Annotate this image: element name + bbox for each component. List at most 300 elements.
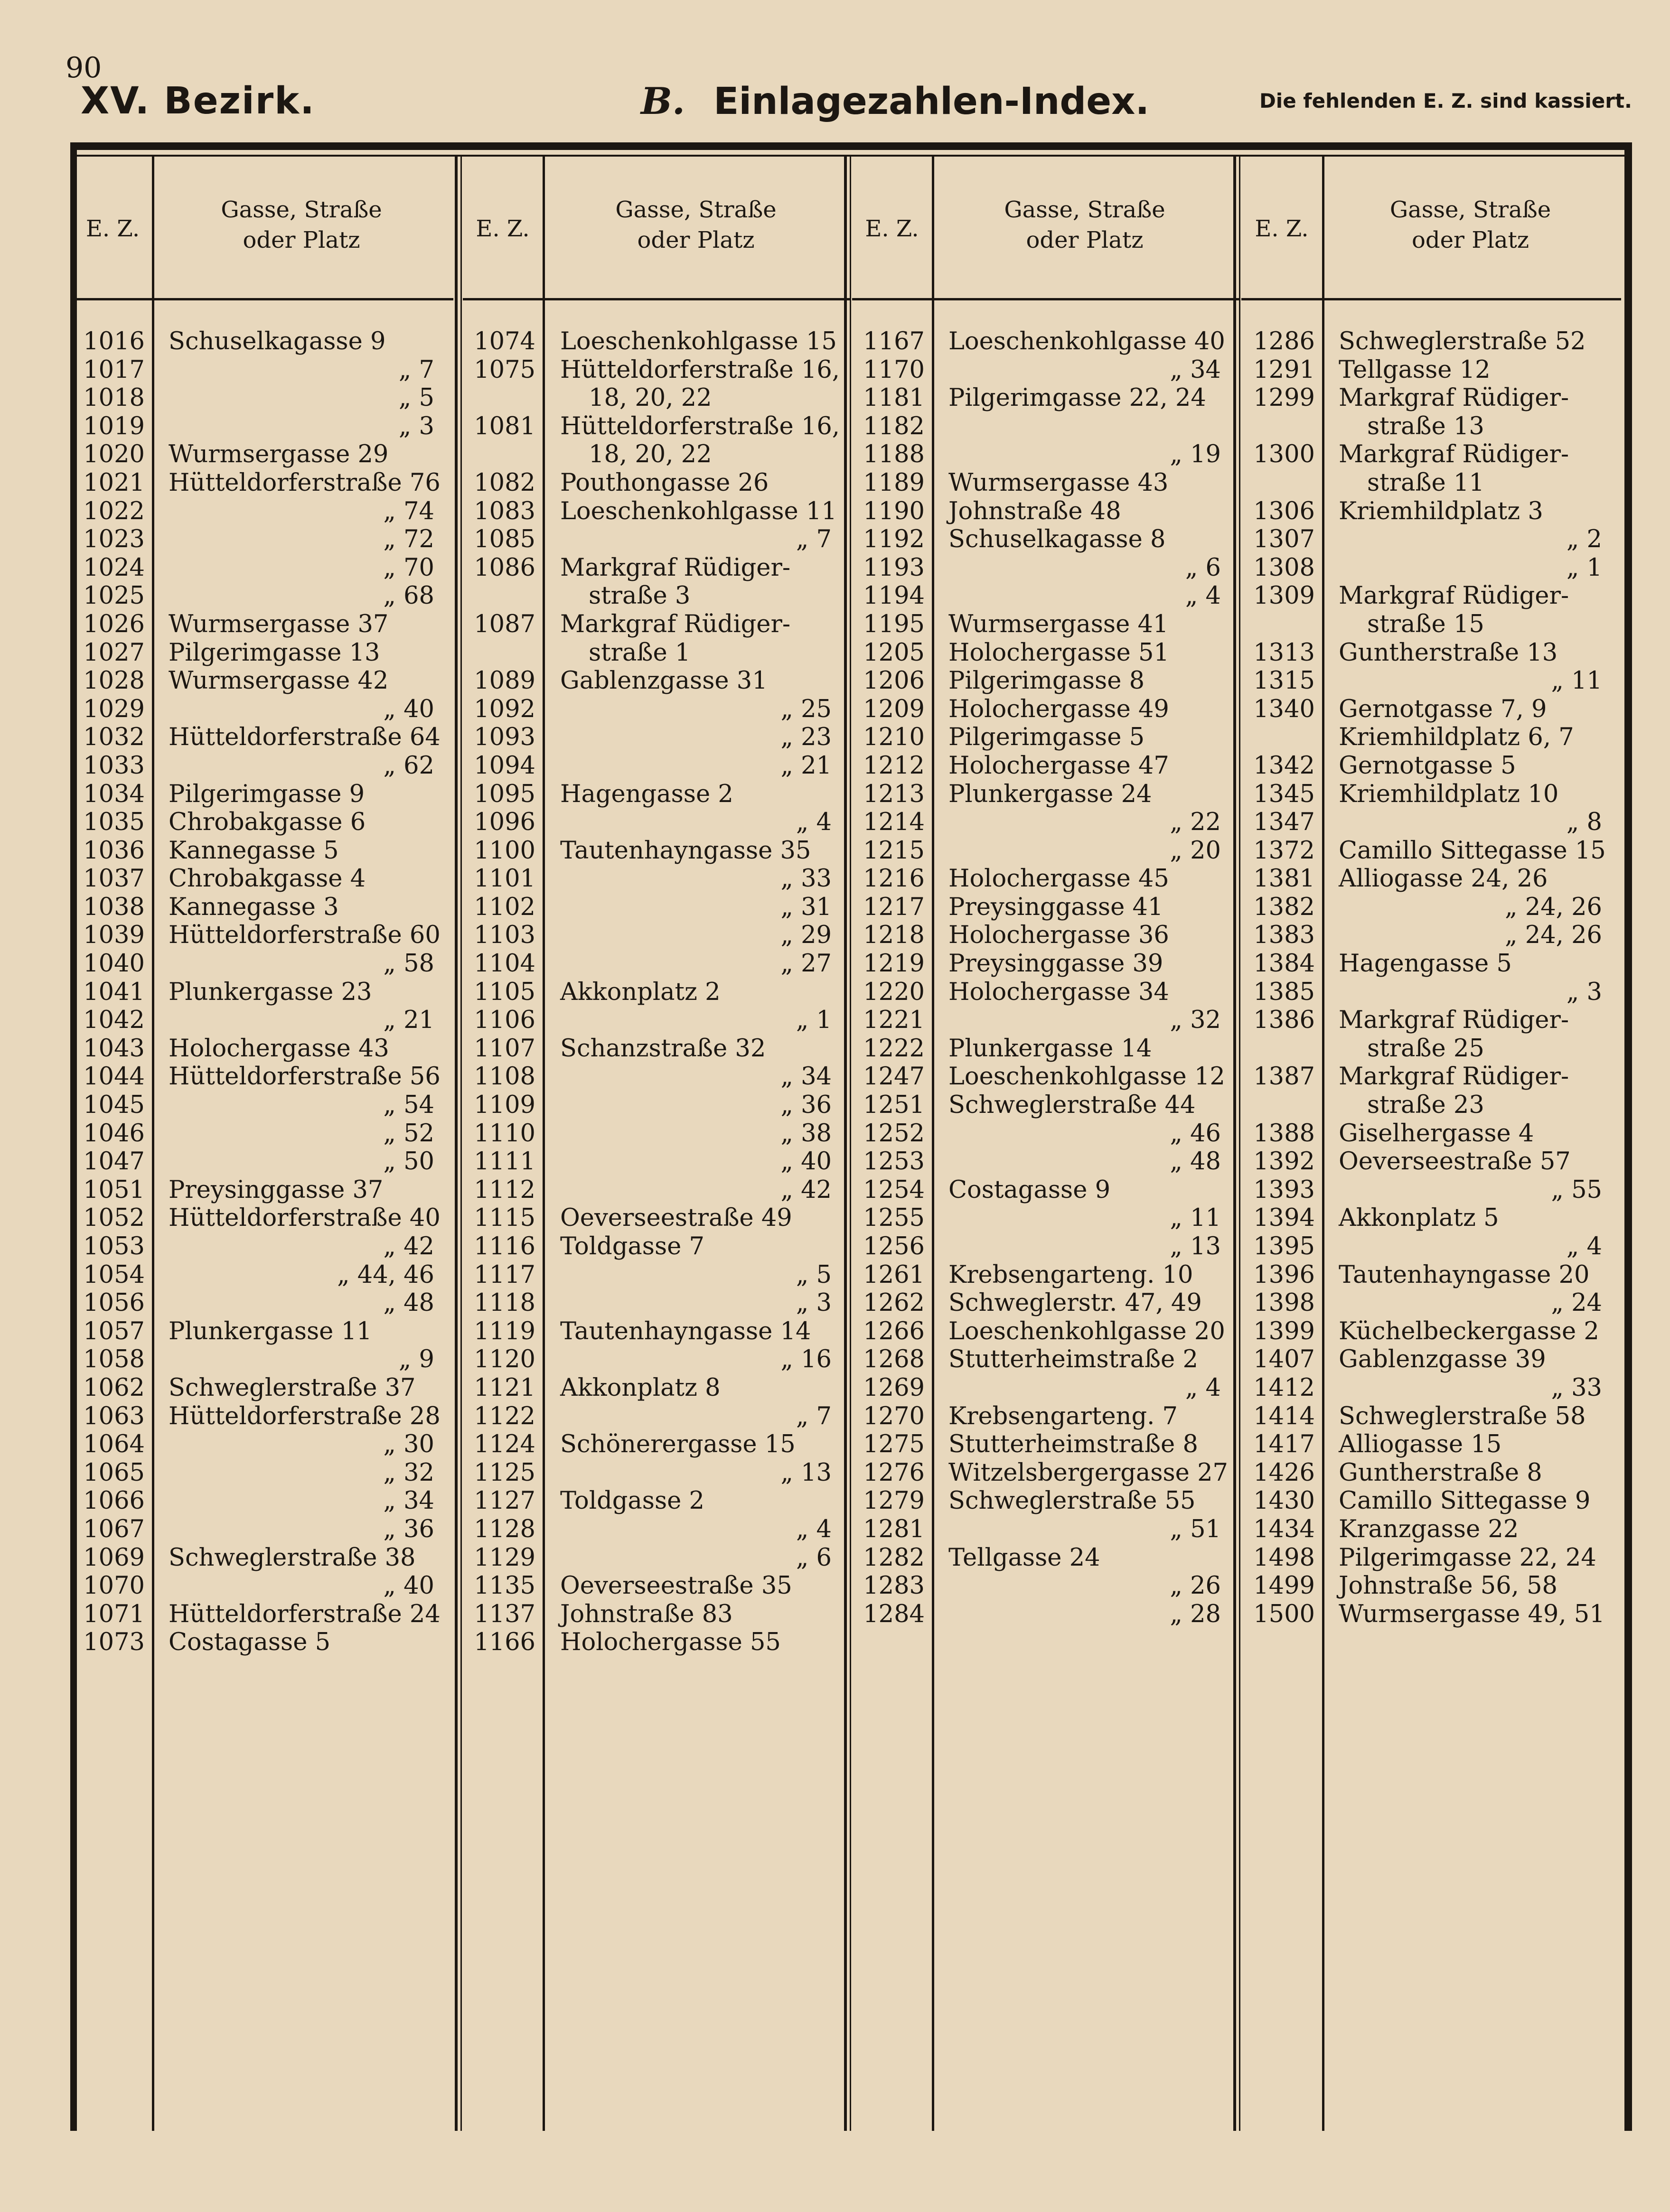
ez-number: 1382 — [1253, 893, 1315, 921]
street-entry — [1339, 1289, 1602, 1317]
ez-number: 1269 — [863, 1373, 925, 1402]
street-name: Holochergasse 34 — [948, 978, 1169, 1006]
street-name: straße 11 — [1367, 468, 1484, 497]
street-name: Pilgerimgasse 5 — [948, 723, 1145, 752]
street-name: Markgraf Rüdiger- — [1339, 384, 1569, 412]
street-entry — [169, 865, 434, 893]
street-entry — [560, 780, 832, 809]
street-name: Gablenzgasse 39 — [1339, 1345, 1546, 1374]
ez-number: 1026 — [83, 610, 145, 638]
street-entry — [948, 1600, 1221, 1629]
street-name: „ 55 — [1551, 1176, 1602, 1204]
street-entry — [948, 921, 1221, 950]
street-name: Kriemhildplatz 3 — [1339, 497, 1543, 525]
street-entry — [948, 610, 1221, 639]
ez-number: 1210 — [863, 723, 925, 752]
street-entry — [560, 1515, 832, 1544]
header-street-line-2: oder Platz — [1411, 227, 1529, 253]
street-entry — [560, 412, 840, 441]
street-entry — [948, 384, 1221, 412]
street-name: „ 7 — [796, 525, 832, 554]
street-entry — [560, 1289, 832, 1317]
street-name: straße 1 — [589, 638, 691, 667]
street-entry — [560, 1459, 832, 1487]
street-name: „ 4 — [1185, 582, 1221, 610]
street-name: Giselhergasse 4 — [1339, 1119, 1534, 1148]
street-name: „ 32 — [383, 1458, 434, 1487]
street-name: „ 19 — [1170, 440, 1221, 469]
ez-number: 1128 — [474, 1515, 535, 1543]
street-name: Preysinggasse 39 — [948, 950, 1163, 978]
street-name: Markgraf Rüdiger- — [1339, 440, 1569, 469]
street-entry — [560, 1317, 832, 1346]
ez-number: 1063 — [83, 1402, 145, 1430]
street-entry — [560, 978, 832, 1007]
ez-number: 1122 — [474, 1402, 535, 1430]
street-entry — [1339, 497, 1602, 526]
street-name: „ 9 — [398, 1345, 434, 1374]
header-rule — [1241, 298, 1621, 300]
ez-number: 1283 — [863, 1572, 925, 1600]
street-name: „ 52 — [383, 1119, 434, 1148]
ez-number: 1046 — [83, 1119, 145, 1148]
ez-number: 1121 — [474, 1373, 535, 1402]
street-name: „ 48 — [1170, 1148, 1221, 1176]
street-entry — [169, 1544, 434, 1572]
street-name: Stutterheimstraße 8 — [948, 1430, 1198, 1459]
street-entry — [560, 752, 832, 780]
page-number: 90 — [66, 51, 102, 84]
ez-number: 1381 — [1253, 865, 1315, 893]
ez-number: 1115 — [474, 1204, 535, 1232]
street-name: Schweglerstraße 58 — [1339, 1402, 1586, 1430]
street-entry — [948, 1232, 1221, 1261]
street-entry — [1339, 1232, 1602, 1261]
column-rule — [152, 157, 154, 2131]
street-entry — [948, 525, 1221, 554]
street-name: „ 38 — [780, 1119, 832, 1148]
street-entry — [948, 497, 1221, 526]
street-name: Guntherstraße 8 — [1339, 1458, 1542, 1487]
street-entry — [169, 1204, 441, 1232]
street-entry — [560, 1430, 832, 1459]
street-entry — [169, 1515, 434, 1544]
street-entry — [560, 1600, 832, 1629]
ez-number: 1281 — [863, 1515, 925, 1543]
street-entry — [169, 1035, 434, 1063]
ez-number: 1024 — [83, 553, 145, 582]
district-title: XV. Bezirk. — [81, 80, 315, 122]
street-name: Chrobakgasse 4 — [169, 865, 366, 893]
street-entry — [948, 695, 1221, 724]
ez-number: 1069 — [83, 1543, 145, 1572]
ez-number: 1107 — [474, 1034, 535, 1063]
street-entry — [169, 639, 434, 667]
street-entry — [169, 440, 434, 469]
street-entry — [560, 1063, 832, 1091]
ez-number: 1347 — [1253, 808, 1315, 837]
street-entry — [1339, 1430, 1602, 1459]
street-name: Oeverseestraße 57 — [1339, 1148, 1571, 1176]
street-name: „ 16 — [780, 1345, 832, 1374]
street-name: „ 11 — [1551, 667, 1602, 695]
street-entry — [169, 1345, 434, 1374]
street-name: Kannegasse 3 — [169, 893, 339, 921]
street-entry — [560, 525, 832, 554]
street-name: „ 42 — [383, 1232, 434, 1260]
ez-number: 1064 — [83, 1430, 145, 1459]
ez-number: 1279 — [863, 1487, 925, 1515]
street-entry — [560, 1572, 832, 1600]
street-entry — [948, 723, 1221, 752]
ez-number: 1307 — [1253, 525, 1315, 554]
ez-number: 1020 — [83, 440, 145, 469]
street-entry — [560, 1148, 832, 1176]
street-name: Holochergasse 55 — [560, 1628, 781, 1657]
street-entry — [169, 837, 434, 865]
ez-number: 1430 — [1253, 1487, 1315, 1515]
ez-number: 1255 — [863, 1204, 925, 1232]
street-name: straße 3 — [589, 582, 691, 610]
street-name: Tautenhayngasse 20 — [1339, 1260, 1590, 1289]
street-name: „ 1 — [1566, 553, 1602, 582]
ez-number: 1119 — [474, 1317, 535, 1345]
street-name: Pilgerimgasse 22, 24 — [1339, 1543, 1596, 1572]
ez-number: 1106 — [474, 1006, 535, 1035]
street-name: Markgraf Rüdiger- — [1339, 1063, 1569, 1091]
street-entry — [1339, 893, 1602, 922]
ez-number: 1058 — [83, 1345, 145, 1374]
street-entry — [1339, 780, 1602, 809]
ez-number: 1219 — [863, 950, 925, 978]
street-entry — [948, 1544, 1221, 1572]
street-entry — [948, 1204, 1221, 1232]
street-name: „ 3 — [1566, 978, 1602, 1006]
street-name: Markgraf Rüdiger- — [1339, 582, 1569, 610]
ez-number: 1071 — [83, 1600, 145, 1628]
street-entry — [948, 752, 1221, 780]
street-name: Plunkergasse 23 — [169, 978, 372, 1006]
street-name: Johnstraße 56, 58 — [1339, 1572, 1557, 1600]
street-name: „ 34 — [1170, 355, 1221, 384]
street-name: Holochergasse 51 — [948, 638, 1169, 667]
section-letter: B. — [641, 80, 685, 123]
ez-number: 1217 — [863, 893, 925, 921]
street-entry — [948, 1035, 1221, 1063]
street-name: Schweglerstr. 47, 49 — [948, 1289, 1202, 1317]
street-name: Tellgasse 24 — [948, 1543, 1100, 1572]
ez-number: 1087 — [474, 610, 535, 638]
street-entry — [948, 865, 1221, 893]
ez-number: 1101 — [474, 865, 535, 893]
street-name: „ 6 — [796, 1543, 832, 1572]
street-entry — [1339, 384, 1602, 412]
street-name: „ 22 — [1170, 808, 1221, 837]
street-name: Markgraf Rüdiger- — [560, 553, 791, 582]
section-name: Einlagezahlen-Index. — [713, 80, 1150, 123]
ez-number — [1244, 412, 1315, 441]
street-name: Pilgerimgasse 13 — [169, 638, 380, 667]
street-entry — [948, 1176, 1221, 1204]
ez-number: 1212 — [863, 751, 925, 780]
street-name: „ 34 — [780, 1063, 832, 1091]
ez-number: 1398 — [1253, 1289, 1315, 1317]
street-name: Wurmsergasse 37 — [169, 610, 389, 638]
ez-number: 1085 — [474, 525, 535, 554]
ez-number: 1117 — [474, 1260, 535, 1289]
ez-number: 1021 — [83, 468, 145, 497]
street-entry — [169, 1261, 434, 1289]
street-entry — [1339, 865, 1602, 893]
street-name: „ 70 — [383, 553, 434, 582]
street-name: Holochergasse 36 — [948, 921, 1169, 950]
street-name: Holochergasse 47 — [948, 751, 1169, 780]
ez-number: 1066 — [83, 1487, 145, 1515]
street-name: 18, 20, 22 — [589, 384, 712, 412]
ez-number: 1034 — [83, 780, 145, 808]
street-entry — [1339, 1063, 1602, 1091]
street-entry — [169, 1459, 434, 1487]
street-name: „ 21 — [383, 1006, 434, 1035]
ez-number: 1188 — [863, 440, 925, 469]
street-name: „ 36 — [780, 1091, 832, 1120]
street-name: „ 51 — [1170, 1515, 1221, 1543]
street-name: Guntherstraße 13 — [1339, 638, 1558, 667]
ez-number: 1053 — [83, 1232, 145, 1260]
street-name: Holochergasse 49 — [948, 695, 1169, 723]
street-name: Schweglerstraße 52 — [1339, 327, 1586, 355]
street-entry — [169, 582, 434, 610]
street-entry — [948, 1091, 1221, 1120]
ez-number: 1029 — [83, 695, 145, 723]
street-name: Hütteldorferstraße 60 — [169, 921, 441, 950]
street-entry — [560, 384, 832, 412]
street-name: Kannegasse 5 — [169, 836, 339, 865]
street-name: Schanzstraße 32 — [560, 1034, 766, 1063]
ez-number: 1110 — [474, 1119, 535, 1148]
ez-column — [1244, 327, 1315, 1628]
ez-number: 1120 — [474, 1345, 535, 1374]
street-column — [560, 327, 840, 1657]
street-entry — [948, 950, 1221, 978]
street-entry — [560, 554, 832, 582]
street-entry — [169, 1572, 434, 1600]
ez-number: 1027 — [83, 638, 145, 667]
ez-number: 1384 — [1253, 950, 1315, 978]
street-name: Hütteldorferstraße 28 — [169, 1402, 441, 1430]
header-street-line-2: oder Platz — [1026, 227, 1144, 253]
ez-number — [1244, 610, 1315, 639]
ez-number: 1135 — [474, 1572, 535, 1600]
street-name: „ 4 — [796, 808, 832, 837]
street-name: „ 40 — [383, 1572, 434, 1600]
ez-number: 1028 — [83, 667, 145, 695]
street-name: Schuselkagasse 9 — [169, 327, 386, 355]
street-name: Wurmsergasse 29 — [169, 440, 389, 469]
ez-number: 1033 — [83, 751, 145, 780]
ez-number: 1190 — [863, 497, 925, 525]
ez-number: 1315 — [1253, 667, 1315, 695]
street-name: Tautenhayngasse 14 — [560, 1317, 811, 1345]
street-name: Schweglerstraße 44 — [948, 1091, 1196, 1120]
street-entry — [1339, 695, 1602, 724]
street-entry — [169, 468, 441, 497]
ez-number: 1025 — [83, 582, 145, 610]
street-entry — [169, 554, 434, 582]
street-entry — [560, 1628, 832, 1657]
street-name: „ 13 — [1170, 1232, 1221, 1260]
header-street-line-1: Gasse, Straße — [221, 196, 382, 223]
street-entry — [948, 780, 1221, 809]
street-name: „ 31 — [780, 893, 832, 921]
ez-number: 1251 — [863, 1091, 925, 1120]
street-entry — [169, 412, 434, 441]
street-entry — [948, 893, 1221, 922]
ez-number: 1100 — [474, 836, 535, 865]
ez-number: 1393 — [1253, 1176, 1315, 1204]
street-name: „ 1 — [796, 1006, 832, 1035]
ez-number: 1051 — [83, 1176, 145, 1204]
ez-number: 1262 — [863, 1289, 925, 1317]
street-entry — [169, 1232, 434, 1261]
street-entry — [1339, 1345, 1602, 1374]
ez-number: 1039 — [83, 921, 145, 950]
ez-number: 1111 — [474, 1148, 535, 1176]
street-entry — [169, 1176, 434, 1204]
street-name: „ 5 — [796, 1260, 832, 1289]
ez-number: 1215 — [863, 836, 925, 865]
ez-number: 1261 — [863, 1260, 925, 1289]
ez-number: 1426 — [1253, 1458, 1315, 1487]
street-name: „ 5 — [398, 384, 434, 412]
street-name: Johnstraße 48 — [948, 497, 1121, 525]
ez-column — [854, 327, 925, 1628]
ez-number: 1306 — [1253, 497, 1315, 525]
ez-number: 1170 — [863, 355, 925, 384]
street-entry — [169, 723, 441, 752]
street-name: Wurmsergasse 41 — [948, 610, 1169, 638]
street-name: Krebsengarteng. 10 — [948, 1260, 1193, 1289]
ez-number: 1309 — [1253, 582, 1315, 610]
street-name: Chrobakgasse 6 — [169, 808, 366, 837]
ez-number: 1256 — [863, 1232, 925, 1260]
ez-number: 1395 — [1253, 1232, 1315, 1260]
street-entry — [1339, 667, 1602, 695]
street-entry — [169, 695, 434, 724]
ez-number: 1062 — [83, 1373, 145, 1402]
section-title — [641, 80, 1149, 123]
street-name: Hütteldorferstraße 64 — [169, 723, 441, 752]
street-name: Wurmsergasse 49, 51 — [1339, 1600, 1605, 1628]
ez-number: 1044 — [83, 1063, 145, 1091]
street-entry — [1339, 1120, 1602, 1148]
group-separator — [844, 157, 847, 2131]
ez-number — [465, 384, 535, 412]
street-entry — [948, 1289, 1221, 1317]
street-entry — [948, 808, 1221, 837]
street-entry — [1339, 1515, 1602, 1544]
ez-number: 1434 — [1253, 1515, 1315, 1543]
street-name: Hütteldorferstraße 24 — [169, 1600, 441, 1628]
ez-number: 1118 — [474, 1289, 535, 1317]
ez-column — [465, 327, 535, 1657]
street-name: „ 11 — [1170, 1204, 1221, 1232]
street-entry — [560, 837, 832, 865]
street-entry — [1339, 356, 1602, 384]
street-name: „ 26 — [1170, 1572, 1221, 1600]
street-name: Kranzgasse 22 — [1339, 1515, 1519, 1543]
street-entry — [1339, 1148, 1602, 1176]
header-ez: E. Z. — [865, 215, 919, 242]
ez-number: 1299 — [1253, 384, 1315, 412]
ez-number: 1042 — [83, 1006, 145, 1035]
street-entry — [948, 1120, 1221, 1148]
street-entry — [560, 327, 837, 356]
header-street-line-2: oder Platz — [637, 227, 755, 253]
ez-number: 1052 — [83, 1204, 145, 1232]
ez-number: 1065 — [83, 1458, 145, 1487]
ez-number: 1213 — [863, 780, 925, 808]
street-name: Akkonplatz 2 — [560, 978, 721, 1006]
street-entry — [1339, 1374, 1602, 1402]
ez-number: 1166 — [474, 1628, 535, 1657]
street-name: „ 7 — [398, 355, 434, 384]
street-name: „ 3 — [796, 1289, 832, 1317]
header-ez: E. Z. — [1255, 215, 1309, 242]
street-entry — [560, 497, 837, 526]
street-name: Gablenzgasse 31 — [560, 667, 768, 695]
ez-number: 1125 — [474, 1458, 535, 1487]
street-entry — [1339, 1459, 1602, 1487]
street-entry — [1339, 582, 1602, 610]
street-entry — [169, 1430, 434, 1459]
street-entry — [1339, 1204, 1602, 1232]
group-separator — [1233, 157, 1236, 2131]
street-name: Alliogasse 15 — [1339, 1430, 1502, 1459]
street-name: Holochergasse 45 — [948, 865, 1169, 893]
street-entry — [560, 695, 832, 724]
street-name: „ 42 — [780, 1176, 832, 1204]
street-name: straße 15 — [1367, 610, 1484, 638]
street-name: „ 40 — [383, 695, 434, 723]
street-name: Wurmsergasse 43 — [948, 468, 1169, 497]
street-name: „ 30 — [383, 1430, 434, 1459]
table-double-rule — [70, 155, 1632, 157]
street-entry — [169, 808, 434, 837]
street-name: Stutterheimstraße 2 — [948, 1345, 1198, 1374]
street-entry — [560, 950, 832, 978]
street-name: „ 24, 26 — [1505, 893, 1602, 921]
street-name: „ 4 — [796, 1515, 832, 1543]
street-name: Pouthongasse 26 — [560, 468, 769, 497]
street-entry — [948, 469, 1221, 497]
street-name: „ 4 — [1185, 1373, 1221, 1402]
street-name: Markgraf Rüdiger- — [1339, 1006, 1569, 1035]
ez-number: 1081 — [474, 412, 535, 440]
street-name: Markgraf Rüdiger- — [560, 610, 791, 638]
ez-number: 1342 — [1253, 751, 1315, 780]
ez-number: 1385 — [1253, 978, 1315, 1006]
street-entry — [169, 1487, 434, 1515]
street-entry — [560, 355, 840, 384]
street-name: straße 25 — [1367, 1034, 1484, 1063]
ez-number: 1399 — [1253, 1317, 1315, 1345]
ez-number: 1412 — [1253, 1373, 1315, 1402]
ez-number: 1181 — [863, 384, 925, 412]
header-street-line-1: Gasse, Straße — [615, 196, 777, 223]
ez-number: 1222 — [863, 1034, 925, 1063]
street-name: Kriemhildplatz 6, 7 — [1339, 723, 1574, 752]
